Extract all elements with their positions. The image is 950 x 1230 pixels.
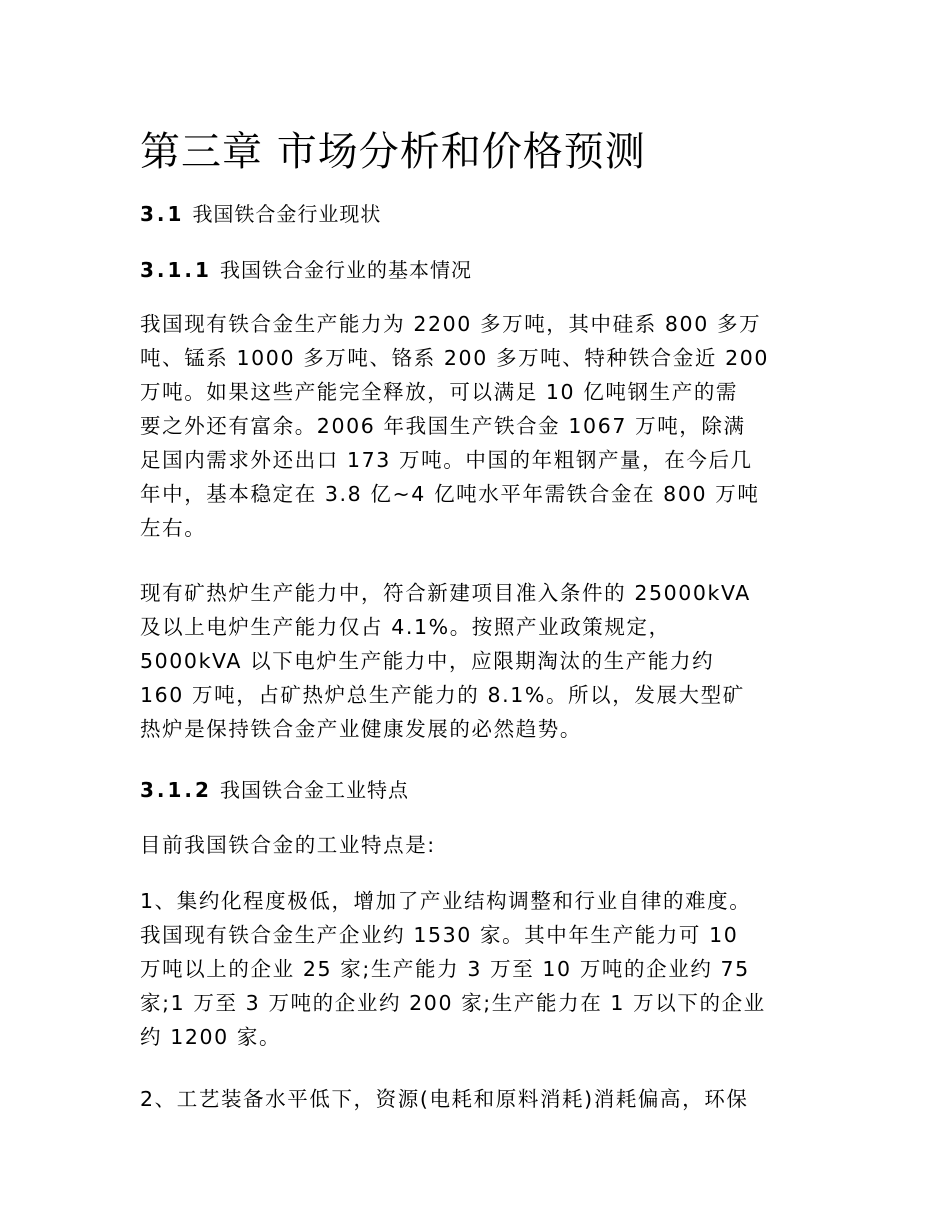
- section-heading-3-1-2: [140, 775, 409, 805]
- text-line: 万吨。如果这些产能完全释放，可以满足 10 亿吨钢生产的需: [140, 380, 739, 404]
- section-heading-3-1-1: [140, 255, 472, 285]
- text-line: 要之外还有富余。2006 年我国生产铁合金 1067 万吨，除满: [140, 414, 746, 438]
- paragraph-capacity: [140, 307, 812, 545]
- text-line: 5000kVA 以下电炉生产能力中，应限期淘汰的生产能力约: [140, 649, 715, 673]
- text-line: 1、集约化程度极低，增加了产业结构调整和行业自律的难度。: [140, 889, 752, 913]
- text-line: 年中，基本稳定在 3.8 亿~4 亿吨水平年需铁合金在 800 万吨: [140, 482, 760, 506]
- paragraph-intro: [140, 828, 812, 862]
- text-line: 吨、锰系 1000 多万吨、铬系 200 多万吨、特种铁合金近 200: [140, 346, 770, 370]
- text-line: 热炉是保持铁合金产业健康发展的必然趋势。: [140, 717, 582, 741]
- section-title: 我国铁合金行业的基本情况: [219, 258, 472, 282]
- text-line: 足国内需求外还出口 173 万吨。中国的年粗钢产量，在今后几: [140, 448, 753, 472]
- section-heading-3-1: [140, 199, 381, 229]
- section-title: 我国铁合金工业特点: [219, 778, 409, 802]
- paragraph-point-1: [140, 884, 812, 1054]
- text-line: 约 1200 家。: [140, 1025, 282, 1049]
- text-line: 及以上电炉生产能力仅占 4.1%。按照产业政策规定，: [140, 615, 671, 639]
- chapter-title: 第三章 市场分析和价格预测: [140, 129, 646, 175]
- text-line: 2、工艺装备水平低下，资源(电耗和原料消耗)消耗偏高，环保: [140, 1087, 749, 1111]
- text-line: 目前我国铁合金的工业特点是:: [140, 833, 436, 857]
- section-number: 3.1.1: [140, 258, 212, 282]
- section-number: 3.1: [140, 202, 185, 226]
- section-title: 我国铁合金行业现状: [192, 202, 382, 226]
- text-line: 我国现有铁合金生产能力为 2200 多万吨，其中硅系 800 多万: [140, 312, 762, 336]
- paragraph-furnace: [140, 576, 812, 746]
- text-line: 我国现有铁合金生产企业约 1530 家。其中年生产能力可 10: [140, 923, 739, 947]
- text-line: 现有矿热炉生产能力中，符合新建项目准入条件的 25000kVA: [140, 581, 751, 605]
- text-line: 160 万吨，占矿热炉总生产能力的 8.1%。所以，发展大型矿: [140, 683, 745, 707]
- text-line: 万吨以上的企业 25 家;生产能力 3 万至 10 万吨的企业约 75: [140, 957, 750, 981]
- text-line: 家;1 万至 3 万吨的企业约 200 家;生产能力在 1 万以下的企业: [140, 991, 766, 1015]
- section-number: 3.1.2: [140, 778, 212, 802]
- paragraph-point-2: [140, 1082, 812, 1116]
- text-line: 左右。: [140, 516, 207, 540]
